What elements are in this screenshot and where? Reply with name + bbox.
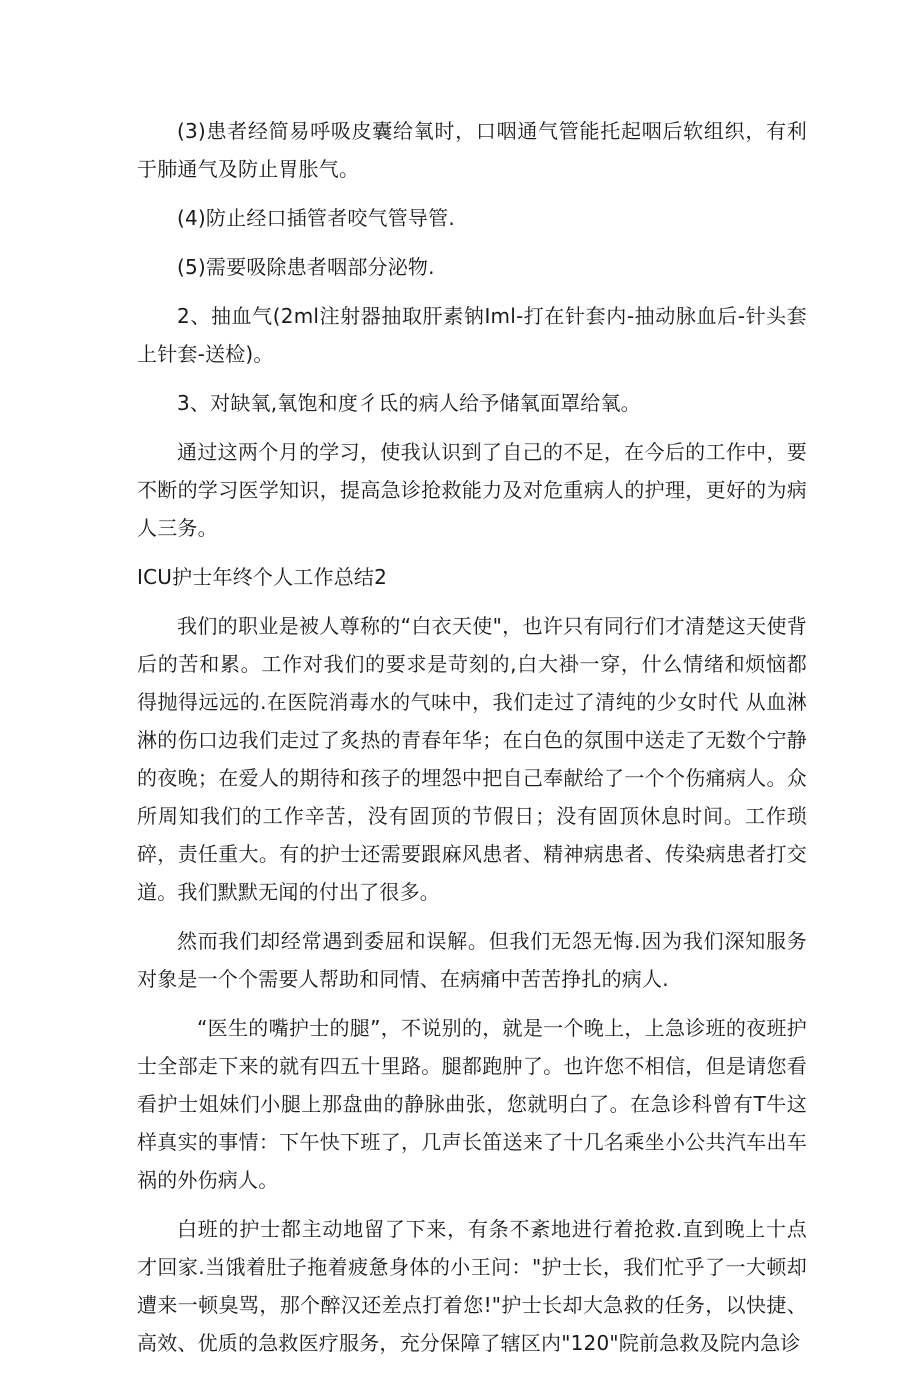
paragraph-item-4: (4)防止经口插管者咬气管导管. — [177, 206, 455, 230]
paragraph-grievance: 然而我们却经常遇到委屈和误解。但我们无怨无悔.因为我们深知服务对象是一个个需要人帮助和同情、在病痛中苦苦挣扎的病人. — [137, 929, 807, 991]
paragraph-day-shift: 白班的护士都主动地留了下来，有条不紊地进行着抢救.直到晚上十点才回家.当饿着肚子拖着疲惫身体的小王问："护士长，我们忙乎了一大顿却遭来一顿臭骂，那个醉汉还差点打着您!"护士长却大急救的任务，以快捷、高效、优质的急救医疗服务，充分保障了辖区内"120"院前急救及院内急诊 — [137, 1217, 807, 1355]
paragraph-item-3: (3)患者经简易呼吸皮囊给氧时，口咽通气管能托起咽后软组织，有利于肺通气及防止胃胀气。 — [137, 119, 807, 181]
paragraph-item-5: (5)需要吸除患者咽部分泌物. — [177, 255, 435, 279]
paragraph-oxygen-mask: 3、对缺氧,氧饱和度彳氐的病人给予储氧面罩给氧。 — [177, 391, 641, 415]
paragraph-doctor-mouth: “医生的嘴护士的腿”，不说别的，就是一个晚上，上急诊班的夜班护士全部走下来的就有四五十里路。腿都跑肿了。也许您不相信，但是请您看看护士姐妹们小腿上那盘曲的静脉曲张，您就明白了。在急诊科曾有T牛这样真实的事情：下午快下班了，几声长笛送来了十几名乘坐小公共汽车出车祸的外伤病人。 — [137, 1016, 807, 1192]
document-body — [137, 112, 807, 1373]
paragraph-conclusion: 通过这两个月的学习，使我认识到了自己的不足，在今后的工作中，要不断的学习医学知识，提高急诊抢救能力及对危重病人的护理，更好的为病人三务。 — [137, 440, 807, 540]
paragraph-blood-gas: 2、抽血气(2ml注射器抽取肝素钠Iml-打在针套内-抽动脉血后-针头套上针套-送检)。 — [137, 304, 807, 366]
section-heading: ICU护士年终个人工作总结2 — [137, 565, 388, 589]
paragraph-angels: 我们的职业是被人尊称的“白衣天使"，也许只有同行们才清楚这天使背后的苦和累。工作对我们的要求是苛刻的,白大褂一穿，什么情绪和烦恼都得抛得远远的.在医院消毒水的气味中，我们走过了清纯的少女时代 从血淋淋的伤口边我们走过了炙热的青春年华；在白色的氛围中送走了无数个宁静的夜晚；在爱人的期待和孩子的埋怨中把自己奉献给了一个个伤痛病人。众所周知我们的工作辛苦，没有固顶的节假日；没有固顶休息时间。工作琐碎，责任重大。有的护士还需要跟麻风患者、精神病患者、传染病患者打交道。我们默默无闻的付出了很多。 — [137, 614, 807, 904]
